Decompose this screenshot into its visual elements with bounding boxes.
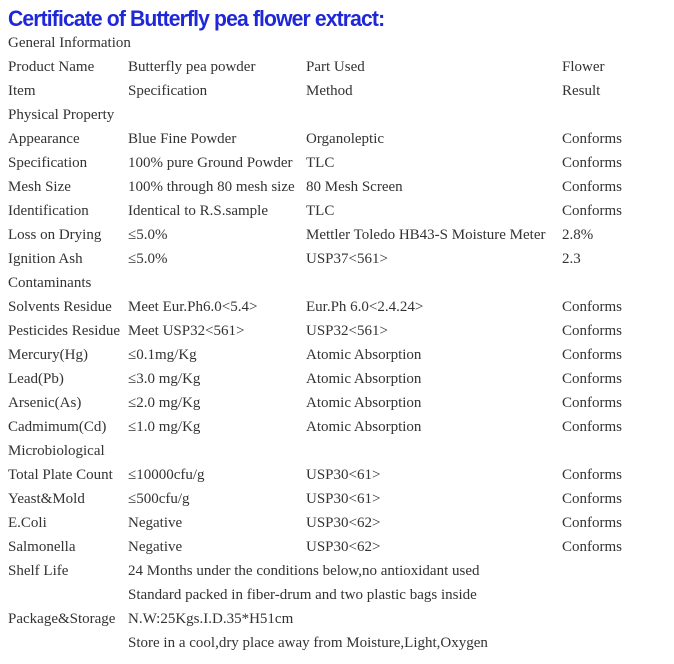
row-result: Flower bbox=[562, 59, 605, 75]
table-row bbox=[8, 55, 668, 79]
row-result: Conforms bbox=[562, 419, 622, 435]
row-specification: Meet USP32<561> bbox=[128, 323, 245, 339]
row-specification: Negative bbox=[128, 539, 183, 555]
shelf-life-label: Shelf Life bbox=[8, 563, 69, 579]
row-result: Conforms bbox=[562, 371, 622, 387]
table-header-row bbox=[8, 79, 668, 103]
row-label: Ignition Ash bbox=[8, 251, 83, 267]
package-line: Standard packed in fiber-drum and two plastic bags inside bbox=[128, 587, 477, 603]
row-method: USP30<62> bbox=[306, 539, 381, 555]
row-label: Lead(Pb) bbox=[8, 371, 64, 387]
row-method: USP32<561> bbox=[306, 323, 388, 339]
row-specification: 100% pure Ground Powder bbox=[128, 155, 293, 171]
table-row bbox=[8, 535, 668, 559]
section-header bbox=[8, 439, 668, 463]
row-method: Eur.Ph 6.0<2.4.24> bbox=[306, 299, 424, 315]
row-result: Conforms bbox=[562, 395, 622, 411]
table-row bbox=[8, 511, 668, 535]
row-method: Part Used bbox=[306, 59, 365, 75]
row-specification: Blue Fine Powder bbox=[128, 131, 237, 147]
row-label: E.Coli bbox=[8, 515, 47, 531]
row-result: Conforms bbox=[562, 515, 622, 531]
row-method: TLC bbox=[306, 155, 335, 171]
section-header bbox=[8, 103, 668, 127]
table-row bbox=[8, 127, 668, 151]
row-label: Identification bbox=[8, 203, 89, 219]
column-header-result: Result bbox=[562, 83, 601, 99]
section-physical-label: Physical Property bbox=[8, 107, 115, 123]
row-result: 2.8% bbox=[562, 227, 594, 243]
document-title: Certificate of Butterfly pea flower extract: bbox=[8, 6, 385, 31]
row-method: Atomic Absorption bbox=[306, 419, 422, 435]
row-specification: ≤3.0 mg/Kg bbox=[128, 371, 201, 387]
row-label: Pesticides Residue bbox=[8, 323, 121, 339]
table-row bbox=[8, 487, 668, 511]
row-label: Mercury(Hg) bbox=[8, 347, 88, 363]
table-row bbox=[8, 319, 668, 343]
row-label: Product Name bbox=[8, 59, 95, 75]
row-method: USP37<561> bbox=[306, 251, 388, 267]
row-method: USP30<62> bbox=[306, 515, 381, 531]
package-storage-row bbox=[8, 607, 668, 631]
table-row bbox=[8, 295, 668, 319]
row-specification: ≤10000cfu/g bbox=[128, 467, 205, 483]
table-row bbox=[8, 343, 668, 367]
package-line-row bbox=[8, 631, 668, 655]
row-method: Atomic Absorption bbox=[306, 347, 422, 363]
row-result: Conforms bbox=[562, 491, 622, 507]
row-label: Specification bbox=[8, 155, 88, 171]
section-header bbox=[8, 31, 668, 55]
column-header-item: Item bbox=[8, 83, 36, 99]
row-result: Conforms bbox=[562, 299, 622, 315]
section-header bbox=[8, 271, 668, 295]
row-method: USP30<61> bbox=[306, 491, 381, 507]
row-result: Conforms bbox=[562, 467, 622, 483]
row-result: Conforms bbox=[562, 131, 622, 147]
row-result: Conforms bbox=[562, 323, 622, 339]
table-row bbox=[8, 223, 668, 247]
row-method: USP30<61> bbox=[306, 467, 381, 483]
table-row bbox=[8, 175, 668, 199]
row-label: Salmonella bbox=[8, 539, 76, 555]
row-label: Total Plate Count bbox=[8, 467, 113, 483]
row-method: TLC bbox=[306, 203, 335, 219]
table-row bbox=[8, 463, 668, 487]
table-row bbox=[8, 151, 668, 175]
table-row bbox=[8, 199, 668, 223]
table-row bbox=[8, 247, 668, 271]
row-specification: ≤500cfu/g bbox=[128, 491, 190, 507]
row-result: Conforms bbox=[562, 539, 622, 555]
table-row bbox=[8, 367, 668, 391]
section-contaminants-label: Contaminants bbox=[8, 275, 92, 291]
row-specification: Butterfly pea powder bbox=[128, 59, 256, 75]
package-storage-label: Package&Storage bbox=[8, 611, 116, 627]
row-specification: 100% through 80 mesh size bbox=[128, 179, 295, 195]
row-label: Appearance bbox=[8, 131, 80, 147]
row-specification: ≤5.0% bbox=[128, 227, 168, 243]
table-row bbox=[8, 415, 668, 439]
row-result: 2.3 bbox=[562, 251, 581, 267]
shelf-life-row bbox=[8, 559, 668, 583]
table-row bbox=[8, 391, 668, 415]
row-method: Mettler Toledo HB43-S Moisture Meter bbox=[306, 227, 546, 243]
row-method: Atomic Absorption bbox=[306, 395, 422, 411]
row-label: Yeast&Mold bbox=[8, 491, 85, 507]
row-specification: Identical to R.S.sample bbox=[128, 203, 268, 219]
row-result: Conforms bbox=[562, 155, 622, 171]
row-specification: Meet Eur.Ph6.0<5.4> bbox=[128, 299, 258, 315]
row-method: 80 Mesh Screen bbox=[306, 179, 403, 195]
row-specification: ≤5.0% bbox=[128, 251, 168, 267]
column-header-specification: Specification bbox=[128, 83, 208, 99]
section-general-label: General Information bbox=[8, 35, 131, 51]
row-label: Loss on Drying bbox=[8, 227, 102, 243]
row-result: Conforms bbox=[562, 347, 622, 363]
row-label: Mesh Size bbox=[8, 179, 71, 195]
shelf-life-value: 24 Months under the conditions below,no antioxidant used bbox=[128, 563, 480, 579]
package-line-row bbox=[8, 583, 668, 607]
package-line: N.W:25Kgs.I.D.35*H51cm bbox=[128, 611, 294, 627]
column-header-method: Method bbox=[306, 83, 353, 99]
certificate-table bbox=[8, 31, 668, 655]
row-specification: Negative bbox=[128, 515, 183, 531]
row-label: Cadmimum(Cd) bbox=[8, 419, 107, 435]
row-method: Atomic Absorption bbox=[306, 371, 422, 387]
row-label: Arsenic(As) bbox=[8, 395, 82, 411]
row-result: Conforms bbox=[562, 203, 622, 219]
row-specification: ≤2.0 mg/Kg bbox=[128, 395, 201, 411]
row-result: Conforms bbox=[562, 179, 622, 195]
section-microbiological-label: Microbiological bbox=[8, 443, 105, 459]
row-method: Organoleptic bbox=[306, 131, 385, 147]
row-specification: ≤1.0 mg/Kg bbox=[128, 419, 201, 435]
row-label: Solvents Residue bbox=[8, 299, 112, 315]
package-line: Store in a cool,dry place away from Moisture,Light,Oxygen bbox=[128, 635, 488, 651]
row-specification: ≤0.1mg/Kg bbox=[128, 347, 197, 363]
